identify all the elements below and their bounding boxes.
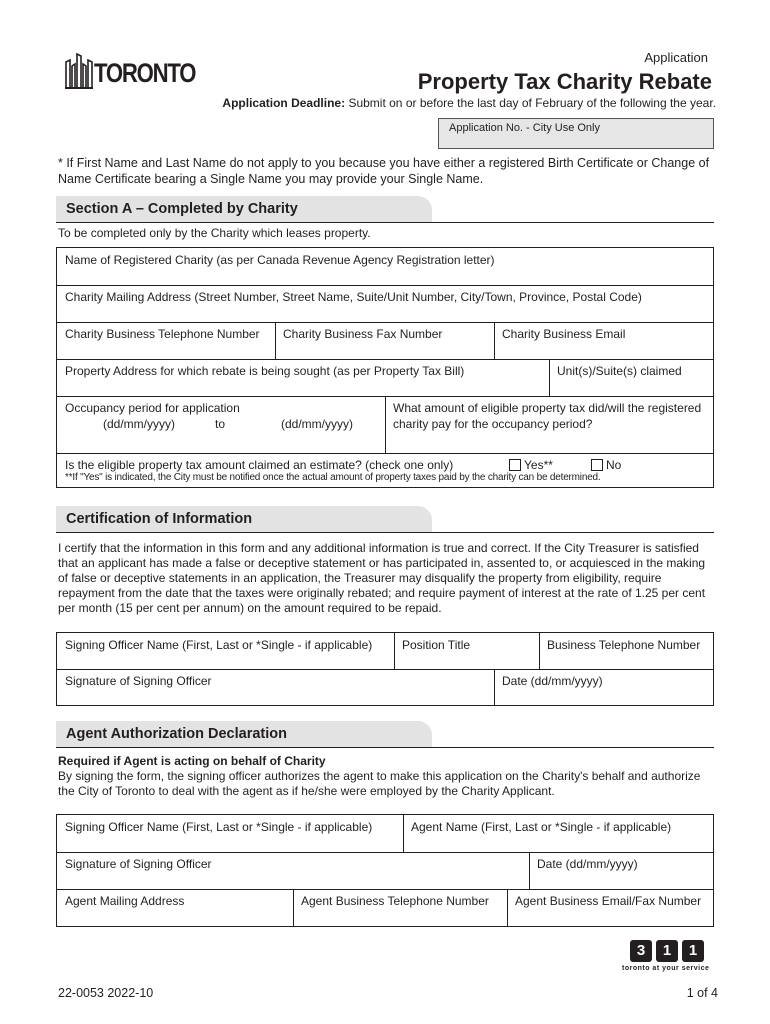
charity-email-label: Charity Business Email <box>502 327 626 341</box>
estimate-no-option[interactable] <box>591 457 621 473</box>
charity-fax-field[interactable] <box>275 322 494 359</box>
position-title-field[interactable] <box>394 633 539 669</box>
position-title-label: Position Title <box>402 638 471 652</box>
certification-form <box>56 632 714 706</box>
agent-heading: Agent Authorization Declaration <box>56 721 432 747</box>
agent-telephone-label: Agent Business Telephone Number <box>301 894 489 908</box>
city-use-field[interactable] <box>438 118 714 149</box>
signing-officer-name-label: Signing Officer Name (First, Last or *Single - if applicable) <box>65 638 373 652</box>
units-claimed-label: Unit(s)/Suite(s) claimed <box>557 364 682 378</box>
logo-wordmark: TORONTO <box>94 58 196 88</box>
yes-checkbox[interactable] <box>509 459 521 471</box>
signature-label: Signature of Signing Officer <box>65 674 212 688</box>
deadline-line <box>222 96 716 110</box>
business-telephone-label: Business Telephone Number <box>547 638 701 652</box>
agent-form <box>56 814 714 927</box>
section-divider <box>56 532 714 533</box>
toronto-311-logo <box>630 940 706 964</box>
agent-email-fax-field[interactable] <box>507 889 713 926</box>
page-number: 1 of 4 <box>686 986 718 1000</box>
agent-signing-officer-name-field[interactable] <box>57 815 403 852</box>
section-divider <box>56 222 714 223</box>
tax-amount-question: What amount of eligible property tax did/will the registered charity pay for the occupancy period? <box>393 401 702 431</box>
charity-name-label: Name of Registered Charity (as per Canada Revenue Agency Registration letter) <box>65 253 495 267</box>
date-to-word: to <box>215 417 226 431</box>
agent-date-field[interactable] <box>529 852 713 889</box>
property-address-label: Property Address for which rebate is being sought (as per Property Tax Bill) <box>65 364 465 378</box>
no-checkbox[interactable] <box>591 459 603 471</box>
occupancy-period-label: Occupancy period for application <box>65 401 240 415</box>
charity-name-field[interactable] <box>57 248 713 285</box>
toronto-logo <box>64 52 196 94</box>
charity-telephone-label: Charity Business Telephone Number <box>65 327 260 341</box>
section-a-heading: Section A – Completed by Charity <box>56 196 432 222</box>
agent-name-field[interactable] <box>403 815 713 852</box>
business-telephone-field[interactable] <box>539 633 713 669</box>
form-type-label: Application <box>644 50 708 65</box>
agent-date-label: Date (dd/mm/yyyy) <box>537 857 638 871</box>
occupancy-period-field[interactable] <box>57 396 385 453</box>
deadline-text: Submit on or before the last day of February of the following the year. <box>348 96 716 110</box>
agent-mailing-address-label: Agent Mailing Address <box>65 894 185 908</box>
charity-mailing-address-field[interactable] <box>57 285 713 322</box>
date-from-hint: (dd/mm/yyyy) <box>103 417 175 431</box>
single-name-note: * If First Name and Last Name do not apply to you because you have either a registered Birth Certificate or Change of Name Certificate bearing a Single Name you may provide your Single Name. <box>58 156 710 186</box>
form-number: 22-0053 2022-10 <box>58 986 154 1000</box>
tax-amount-field[interactable] <box>385 396 713 453</box>
signature-field[interactable] <box>57 669 494 705</box>
date-to-hint: (dd/mm/yyyy) <box>281 417 353 431</box>
no-label: No <box>606 458 622 472</box>
charity-telephone-field[interactable] <box>57 322 275 359</box>
section-divider <box>56 747 714 748</box>
estimate-note: **If "Yes" is indicated, the City must be notified once the actual amount of property taxes paid by the charity can be determined. <box>65 472 601 483</box>
badge-digit: 3 <box>630 940 652 962</box>
signing-officer-name-field[interactable] <box>57 633 394 669</box>
deadline-label: Application Deadline: <box>222 96 346 110</box>
badge-digit: 1 <box>656 940 678 962</box>
agent-authorization-text: By signing the form, the signing officer authorizes the agent to make this application on the Charity's behalf and authorize the City of Toronto to deal with the agent as if he/she were employed by the Charity Applicant. <box>58 769 701 798</box>
section-a-form <box>56 247 714 488</box>
311-tagline: toronto at your service <box>622 965 710 972</box>
agent-signature-field[interactable] <box>57 852 529 889</box>
agent-signature-label: Signature of Signing Officer <box>65 857 212 871</box>
agent-email-fax-label: Agent Business Email/Fax Number <box>515 894 702 908</box>
estimate-question: Is the eligible property tax amount claimed an estimate? (check one only) <box>65 458 454 472</box>
certification-text: I certify that the information in this form and any additional information is true and correct. If the City Treasurer is satisfied that an applicant has made a false or deceptive statement or has participated in, assented to, or acquiesced in the making of false or deceptive statements in an application, the Treasurer may disqualify the property from eligibility, require repayment from the date that the taxes were originally rebated; and require payment of interest at the rate of 1.25 per cent per month (15 per cent per annum) on the amount required to be repaid. <box>58 541 706 615</box>
property-address-field[interactable] <box>57 359 549 396</box>
yes-label: Yes** <box>524 458 553 472</box>
certification-heading: Certification of Information <box>56 506 432 532</box>
charity-fax-label: Charity Business Fax Number <box>283 327 443 341</box>
city-use-label: Application No. - City Use Only <box>449 122 600 134</box>
agent-name-label: Agent Name (First, Last or *Single - if applicable) <box>411 820 672 834</box>
charity-email-field[interactable] <box>494 322 713 359</box>
city-hall-icon <box>64 52 94 90</box>
certification-date-label: Date (dd/mm/yyyy) <box>502 674 603 688</box>
section-a-intro: To be completed only by the Charity which leases property. <box>58 226 371 240</box>
estimate-yes-option[interactable] <box>509 457 553 473</box>
agent-required-note: Required if Agent is acting on behalf of Charity <box>58 754 326 768</box>
estimate-row <box>57 453 713 487</box>
agent-signing-officer-name-label: Signing Officer Name (First, Last or *Single - if applicable) <box>65 820 373 834</box>
units-claimed-field[interactable] <box>549 359 713 396</box>
agent-mailing-address-field[interactable] <box>57 889 293 926</box>
certification-date-field[interactable] <box>494 669 713 705</box>
agent-telephone-field[interactable] <box>293 889 507 926</box>
charity-mailing-address-label: Charity Mailing Address (Street Number, Street Name, Suite/Unit Number, City/Town, Province, Postal Code) <box>65 290 642 304</box>
badge-digit: 1 <box>682 940 704 962</box>
page-title: Property Tax Charity Rebate <box>417 69 712 94</box>
